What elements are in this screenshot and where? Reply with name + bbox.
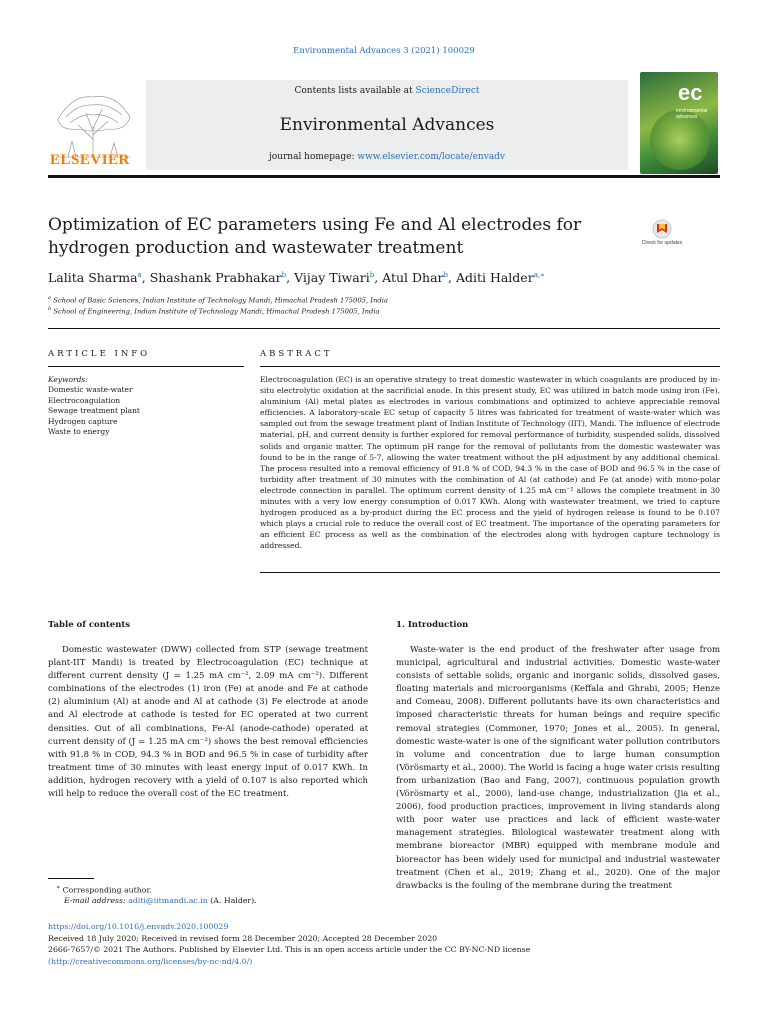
abstract-heading: ABSTRACT — [260, 349, 333, 359]
journal-cover-image — [640, 72, 718, 174]
keyword: Waste to energy — [48, 427, 110, 436]
cover-brand: ec — [678, 80, 703, 105]
header-rule — [48, 175, 720, 178]
check-updates-label: Check for updates — [641, 240, 683, 246]
publisher-wordmark: ELSEVIER — [50, 152, 130, 168]
keyword: Domestic waste-water — [48, 385, 133, 394]
author-name[interactable]: Aditi Halder — [455, 270, 534, 285]
keywords-list — [48, 385, 140, 438]
homepage-link[interactable]: www.elsevier.com/locate/envadv — [357, 152, 506, 162]
author-name[interactable]: Lalita Sharma — [48, 270, 138, 285]
email-suffix: (A. Halder). — [207, 896, 257, 905]
author-affil-mark[interactable]: b — [281, 270, 287, 279]
author-affil-mark[interactable]: a,∗ — [533, 270, 545, 279]
license-link[interactable]: (http://creativecommons.org/licenses/by-nc-nd/4.0/) — [48, 956, 253, 966]
article-footer — [48, 921, 720, 967]
abstract-text: Electrocoagulation (EC) is an operative strategy to treat domestic wastewater in which coagulants are produced by in-situ electrolytic oxidation at the sacrificial anode. In this present study, EC was utilized in batch mode using iron (Fe), aluminium (Al) metal plates as electrodes in various combinations and optimized to achieve appreciable removal efficiencies. A laboratory-scale EC setup of capacity 5 litres was fabricated for treatment of waste-water which was sampled out from the sewage treatment plant of Indian Institute of Technology (IIT), Mandi. The influence of electrode material, pH, and current density is further explored for removal performance of turbidity, suspended solids, dissolved solids and organic matter. The optimum pH range for the removal of pollutants from the domestic wastewater was found to be in the range of 5-7, allowing the water treatment without the pH adjustment by any additional chemical. The process resulted into a removal efficiency of 91.8 % of COD, 94.3 % in the case of BOD and 96.5 % in the case of turbidity after treatment of 30 minutes with the combination of Al (at cathode) and Fe (at anode) with mono-polar electrode connection in parallel. The optimum current density of 1.25 mA cm⁻² allows the complete treatment in 30 minutes with a very low energy consumption of 0.017 KWh. Along with wastewater treatment, we tried to capture hydrogen produced as a by-product during the EC process and the yield of hydrogen release is found to be 0.107 which plays a crucial role to reduce the overall cost of EC treatment. The importance of the operating parameters for an efficient EC process as well as the combination of the electrodes along with hydrogen capture technology is addressed. — [260, 375, 720, 551]
doi-link[interactable]: https://doi.org/10.1016/j.envadv.2020.100029 — [48, 922, 229, 931]
keywords-label: Keywords: — [48, 375, 88, 384]
footnote-corresponding — [56, 884, 152, 895]
footnote-email — [64, 896, 257, 905]
footnote-mark: ∗ — [56, 884, 61, 891]
intro-text: Waste-water is the end product of the freshwater after usage from municipal, agricultural and industrial activities. Domestic waste-water consists of settable solids, organic and inorganic solids, dissolved gases, floating materials and microorganisms (Keffala and Ghrabi, 2005; Henze and Comeau, 2008). Different pollutants have its own characteristics and imposed characteristic threats for human beings and require specific removal strategies (Commoner, 1970; Jones et al., 2005). In general, domestic waste-water is one of the significant water pollution contributors in volume and concentration due to large human consumption (Vörösmarty et al., 2000). The World is facing a huge water crisis resulting from urbanization (Bao and Fang, 2007), continuous population growth (Vörösmarty et al., 2000), land-use change, industrialization (Jia et al., 2006), food production practices, improvement in living standards along with poor water use practices and lack of efficient waste-water management strategies. Bilological wastewater treatment along with membrane bioreactor (MBR) equipped with membrane module and bioreactor has been widely used for municipal and industrial wastewater treatment (Chen et al., 2019; Zhang et al., 2020). One of the major drawbacks is the fouling of the membrane during the treatment — [396, 645, 720, 891]
homepage-prefix: journal homepage: — [268, 152, 358, 162]
journal-banner — [146, 80, 628, 170]
email-link[interactable]: aditi@iitmandi.ac.in — [128, 896, 208, 905]
affiliation-mark: a — [48, 295, 51, 301]
author-affil-mark[interactable]: a — [137, 270, 142, 279]
check-for-updates-button[interactable] — [640, 218, 684, 258]
abstract-rule — [260, 366, 720, 367]
journal-citation[interactable]: Environmental Advances 3 (2021) 100029 — [293, 46, 475, 56]
email-label: E-mail address: — [64, 896, 129, 905]
contents-line — [146, 86, 628, 96]
keyword: Electrocoagulation — [48, 395, 121, 405]
author-name[interactable]: Shashank Prabhakar — [149, 270, 282, 285]
toc-heading: Table of contents — [48, 620, 131, 630]
affiliation — [48, 306, 380, 315]
cover-title: environmental advances — [676, 108, 708, 120]
footnote-rule — [48, 878, 94, 879]
author-affil-mark[interactable]: b — [369, 270, 375, 279]
intro-heading: 1. Introduction — [396, 620, 469, 630]
sciencedirect-link[interactable]: ScienceDirect — [415, 86, 480, 96]
toc-text: Domestic wastewater (DWW) collected from STP (sewage treatment plant-IIT Mandi) is treated by Electrocoagulation (EC) technique at different current density (J = 1.25 mA cm⁻², 2.09 mA cm⁻²). Different combinations of the electrodes (1) iron (Fe) at anode and Fe at cathode (2) aluminium (Al) at anode and Al at cathode (3) Fe electrode at anode and Al electrode at cathode is tested for EC operated at two current densities. Out of all combinations, Fe-Al (anode-cathode) operated at current density of (J = 1.25 mA cm⁻²) shows the best removal efficiencies with 91.8 % in COD, 94.3 % in BOD and 96.5 % in case of turbidity after treatment time of 30 minutes with least energy input of 0.017 KWh. In addition, hydrogen recovery with a yield of 0.107 is also reported which will help to reduce the overall cost of the EC treatment. — [48, 645, 368, 800]
corresponding-label: Corresponding author. — [62, 885, 152, 895]
abstract-bottom-rule — [260, 572, 720, 573]
received-dates: Received 18 July 2020; Received in revised form 28 December 2020; Accepted 28 December 2020 — [48, 933, 438, 943]
keyword: Sewage treatment plant — [48, 406, 140, 415]
author-name[interactable]: Atul Dhar — [382, 270, 444, 285]
keyword: Hydrogen capture — [48, 416, 118, 426]
article-info-rule — [48, 366, 244, 367]
section-rule — [48, 328, 720, 329]
contents-prefix: Contents lists available at — [294, 86, 416, 96]
journal-name: Environmental Advances — [279, 115, 495, 135]
author-list: Lalita Sharma$^a$, Shashank Prabhakar$^b$, Vijay Tiwari$^b$, Atul Dhar$^b$, Aditi Halder$^{a,∗}$ — [48, 270, 545, 285]
affiliation-text: School of Basic Sciences, Indian Institute of Technology Mandi, Himachal Pradesh 175005, India — [53, 296, 388, 305]
article-info-heading: ARTICLE INFO — [48, 349, 151, 359]
check-updates-icon — [640, 218, 684, 258]
affiliation — [48, 295, 388, 304]
affiliation-text: School of Engineering, Indian Institute of Technology Mandi, Himachal Pradesh 175005, India — [53, 307, 380, 316]
author-affil-mark[interactable]: b — [443, 270, 448, 279]
license-text: 2666-7657/© 2021 The Authors. Published by Elsevier Ltd. This is an open access article under the CC BY-NC-ND license — [48, 945, 531, 954]
homepage-line — [146, 152, 628, 162]
affiliation-mark: b — [48, 306, 52, 312]
author-name[interactable]: Vijay Tiwari — [294, 270, 370, 285]
article-title: Optimization of EC parameters using Fe and Al electrodes for hydrogen production and wastewater treatment — [48, 215, 582, 258]
